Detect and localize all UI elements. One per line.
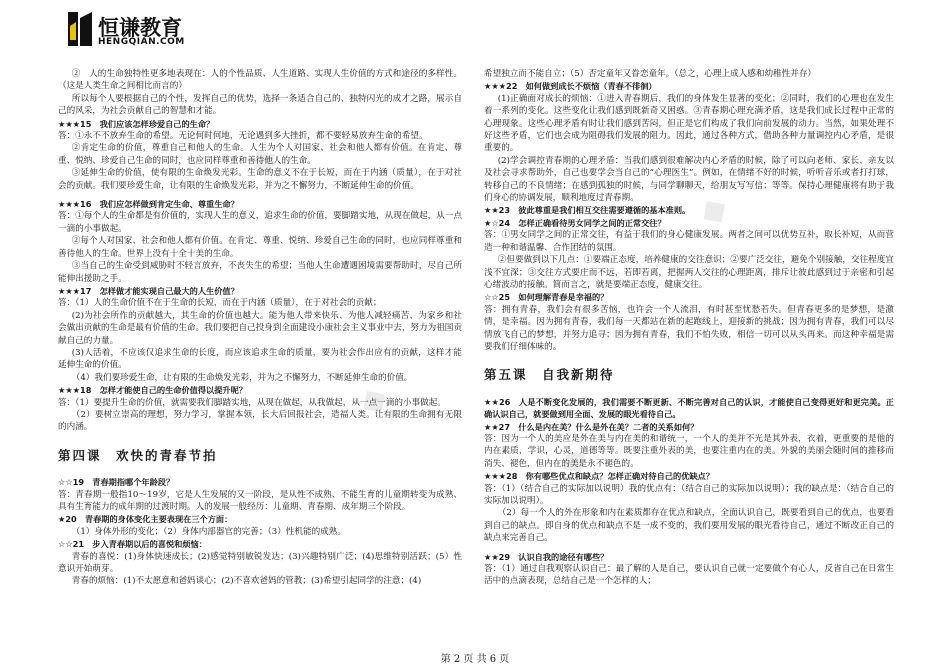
paragraph: （2）每一个人的外在形象和内在素质都存在优点和缺点，全面认识自己，既要看到自己的优点，也要看到自己的缺点。即自身的优点和缺点不是一成不变的，我们要用发展的眼光看待自己，通过不断改正自己的缺点来完善自己。	[484, 508, 894, 544]
watermark: ◆	[550, 436, 596, 484]
paragraph: 青春的烦恼：(1)不太愿意和爸妈谈心；(2)不喜欢爸妈的管教；(3)希望引起同学的注意；(4)	[71, 576, 422, 587]
right-column	[484, 68, 894, 588]
question-heading: ★★27 什么是内在美？什么是外在美？二者的关系如何？	[484, 421, 699, 432]
paragraph: 答：①每个人的生命都是有价值的，实现人生的意义，追求生命的价值，要脚踏实地，从现在做起，从一点一滴的小事做起。	[58, 211, 462, 234]
watermark: ◆	[240, 136, 286, 184]
paragraph: （4）我们要珍爱生命，让有限的生命焕发光彩，并为之不懈努力，不断延伸生命的价值。	[71, 372, 413, 383]
question-heading: ★☆24 怎样正确看待男女同学之间的正常交往？	[484, 217, 666, 228]
paragraph: ②肯定生命的价值，尊重自己和他人的生命。人生为个人对国家、社会和他人都有价值。在肯定、尊重、悦纳、珍爱自己生命的同时，也应同样尊重和善待他人的生命。	[58, 143, 462, 166]
paragraph: (3)人活着，不应该仅追求生命的长度，而应该追求生命的质量，要为社会作出应有的贡献，这样才能延伸生命的价值。	[58, 347, 462, 371]
paragraph: 答：青春期一般指10～19岁，它是人生发展的又一阶段，是从性不成熟、不能生育的儿童期转变为成熟、具有生育能力的成年期的过渡时期。人的发展一般经历：儿童期、青春期、成年期三个阶段。	[58, 489, 462, 512]
paragraph: （2）要树立崇高的理想，努力学习，掌握本领，长大后回报社会，造福人类。让有限的生命拥有无限的内涵。	[58, 409, 462, 433]
question-heading: ★★29 认识自我的途径有哪些？	[484, 551, 609, 562]
logo-mark-icon	[64, 10, 94, 48]
paragraph: ③当自己的生命受到威胁时不轻言放弃，不丧失生的希望；当他人生命遭遇困境需要帮助时，尽自己所能伸出援助之手。	[58, 261, 462, 284]
question-heading: ★★23 彼此尊重是我们相互交往需要遵循的基本准则。	[484, 205, 691, 216]
question-heading: ★★★16 我们应怎样做到肯定生命、尊重生命？	[58, 199, 239, 210]
paragraph: ③延伸生命的价值，使有限的生命焕发光彩。生命的意义不在于长短，而在于内涵（质量），在于对社会的贡献。我们要珍爱生命，让有限的生命焕发光彩，并为之不懈努力，不断延伸生命的价值。	[58, 168, 462, 191]
watermark: ◆	[350, 376, 396, 424]
page-number: 第 2 页 共 6 页	[440, 654, 510, 665]
paragraph: 答：（1）要提升生命的价值，就需要我们脚踏实地，从现在做起，从我做起，从一点一滴的小事做起。	[58, 397, 446, 408]
paragraph: 希望独立而不能自立；（5）否定童年又眷恋童年。（总之，心理上成人感和幼稚性并存）	[484, 69, 817, 79]
question-heading: ★★★17 怎样做才能实现自己最大的人生价值？	[58, 285, 239, 296]
paragraph: 答：（1）（结合自己的实际加以说明）我的优点有：（结合自己的实际加以说明）；我的缺点是：（结合自己的实际加以说明）。	[484, 483, 894, 506]
paragraph: （1）身体外形的变化；（2）身体内部器官的完善；（3）性机能的成熟。	[71, 526, 346, 537]
lesson-title: 第四课 欢快的青春节拍	[58, 447, 218, 463]
paragraph: 答：拥有青春，我们会有很多苦恼，也许会一个人流泪，有时甚至忧愁若失。但青春更多的是梦想，是激情，是幸福。因为拥有青春，我们每一天都站在新的起跑线上，迎接新的挑战；因为拥有青春，我们可以尽情放飞自己的梦想，并努力追寻；因为拥有青春，我们不怕失败，相信一切可以从头再来。而这种幸福是需要我们仔细体味的。	[484, 304, 894, 352]
question-heading: ☆☆21 步入青春期以后的喜悦和烦恼：	[58, 539, 207, 550]
paragraph: 答：①永不不放弃生命的希望。无论何时何地，无论遇到多大挫折，都不要轻易放弃生命的希望。	[58, 131, 428, 142]
paragraph: 答：①男女同学之间的正常交往，有益于我们的身心健康发展。两者之间可以优势互补，取长补短，从而营造一种和谐温馨、合作团结的氛围。	[484, 230, 894, 253]
lesson-title: 第五课 自我新期待	[484, 367, 615, 383]
paragraph: 青春的喜悦：(1)身体快速成长；(2)感觉特别敏锐发达；(3)兴趣特别广泛；(4)思维特别活跃；(5）性意识开始萌芽。	[58, 551, 462, 575]
paragraph: ②但要做到以下几点：①要端正态度，培养健康的交往意识；②要广泛交往，避免个别接触，交往程度宜浅不宜深；③交往方式要庄而不远，若即若离，把握两人交往的心理距离，排斥让彼此感到过于亲密和引起心绪波动的接触。简而言之，就是要端正态度，健康交往。	[484, 255, 894, 290]
left-column	[58, 68, 462, 588]
question-heading: ★★★28 你有哪些优点和缺点？怎样正确对待自己的优缺点？	[484, 471, 714, 482]
question-heading: ★★26 人是不断变化发展的，我们需要不断更新、不断完善对自己的认识，才能使自己变得更好和更完美。正确认识自己，就要做到用全面、发展的眼光看待自己。	[484, 396, 894, 420]
question-heading: ☆☆19 青春期指哪个年龄段？	[58, 477, 175, 488]
paragraph: (2)学会调控青春期的心理矛盾：当我们感到很难解决内心矛盾的时候，除了可以向老师、家长、亲友以及社会寻求帮助外，自己也要学会当自己的“心理医生”。例如，在情绪不好的时候，听听音乐或者打打球，转移自己的不良情绪；在感到孤独的时候，与同学聊聊天，给朋友写写信；等等。保持心理健康将有助于我们身心的协调发展，顺利地度过青春期。	[484, 155, 894, 204]
paragraph: 所以每个人要根据自己的个性，发挥自己的优势，选择一条适合自己的、独特闪光的成才之路，展示自己的风采，为社会贡献自己的智慧和才能。	[58, 93, 462, 117]
watermark: ◆	[690, 186, 736, 234]
question-heading: ☆☆25 如何理解青春是幸福的？	[484, 292, 609, 303]
hengqian-logo	[64, 10, 214, 54]
question-heading: ★★★22 如何做到成长不烦恼（青春不徘徊）	[484, 81, 657, 92]
logo-text-en: HENGQIAN.COM	[98, 37, 185, 47]
paragraph: ② 人的生命独特性更多地表现在：人的个性品质、人生道路、实现人生价值的方式和途径的多样性。（这是人类生命之间相比而言的）	[58, 69, 462, 92]
question-heading: ★20 青春期的身体变化主要表现在三个方面：	[58, 514, 233, 525]
paragraph: (1)正确面对成长的烦恼：①进入青春期后，我们的身体发生显著的变化；②同时，我们的心理也在发生着一系列的变化。这些变化让我们感到既新奇又困惑。③青春期心理充满矛盾，这是我们成长过程中正常的心理现象。这些心理矛盾有时让我们感到苦闷，但正是它们构成了我们向前发展的动力。当然，如果处理不好这些矛盾，它们也会成为阻碍我们发展的阻力。因此，通过各种方式，借助各种力量调控内心矛盾，是很重要的。	[484, 93, 894, 154]
paragraph: (2)为社会所作的贡献越大，其生命的价值也越大。能为他人带来快乐、为他人减轻痛苦、为家乡和社会做出贡献的生命是最有价值的生命。我们要把自己投身到全面建设小康社会主义事业中去，努力为祖国贡献自己的力量。	[58, 310, 462, 346]
question-heading: ★★★18 怎样才能使自己的生命价值得以提升呢？	[58, 385, 247, 396]
paragraph: 答：因为一个人的美应是外在美与内在美的和谐统一，一个人的美并不光是其外表，衣着，更重要的是他的内在素质，学识，心灵，道德等等。既要注重外表的美，也要注重内在的美。外貌的美丽会随时间的推移而消失、褪色，但内在的美是永不褪色的。	[484, 433, 894, 469]
paragraph: 答：（1）人的生命价值不在于生命的长短，而在于内涵（质量），在于对社会的贡献；	[58, 298, 382, 309]
paragraph: 答：（1）通过自我观察认识自己：最了解的人是自己，要认识自己就一定要做个有心人，反省自己在日常生活中的点滴表现，总结自己是一个怎样的人；	[484, 564, 894, 587]
question-heading: ★★★15 我们应该怎样珍爱自己的生命？	[58, 118, 215, 129]
paragraph: ②每个人对国家、社会和他人都有价值。在肯定、尊重、悦纳、珍爱自己生命的同时，也应同样尊重和善待他人的生命。世界上没有十全十美的生命。	[58, 236, 462, 259]
logo-text-cn: 恒谦教育	[98, 16, 182, 40]
